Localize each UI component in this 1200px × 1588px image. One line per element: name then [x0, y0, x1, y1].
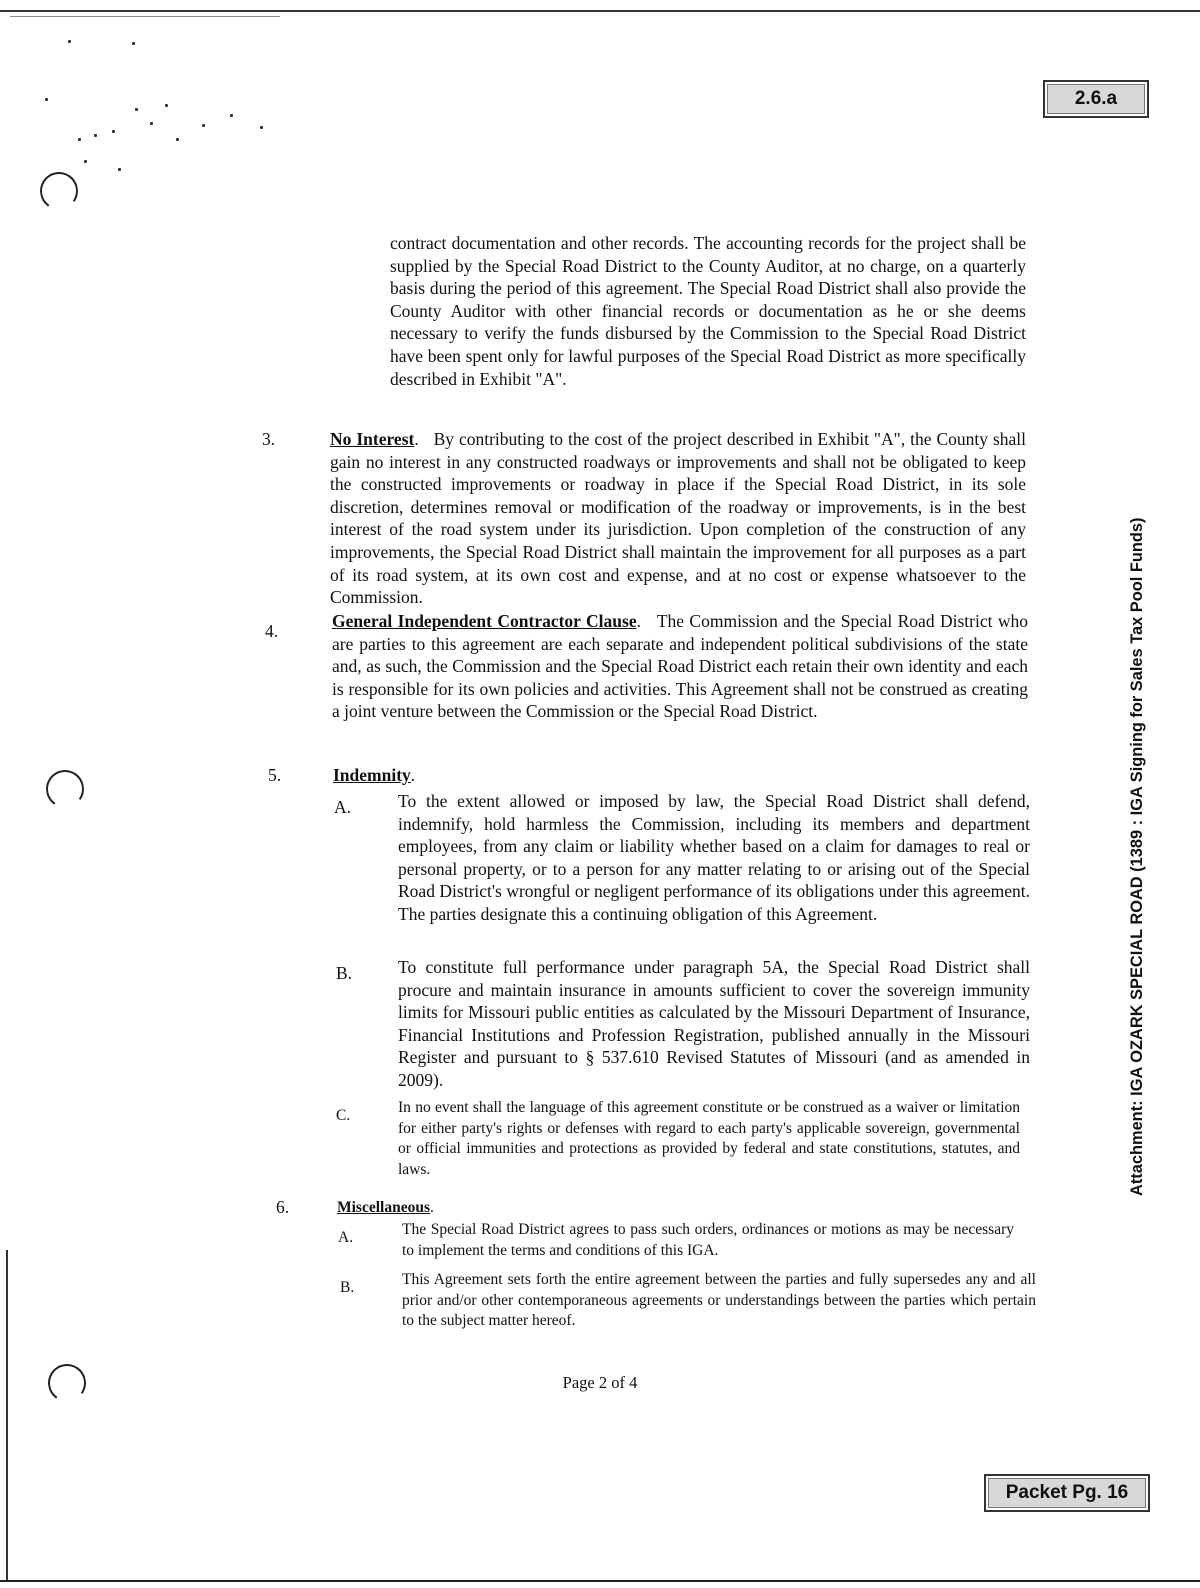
- scan-speck: [135, 108, 138, 111]
- packet-page-stamp: Packet Pg. 16: [984, 1474, 1150, 1512]
- scan-speck: [260, 126, 263, 129]
- scan-speck: [176, 138, 179, 141]
- scan-speck: [112, 130, 115, 133]
- page-number-footer: Page 2 of 4: [562, 1373, 638, 1392]
- item-5c-text: In no event shall the language of this agreement constitute or be construed as a waiver or limitation for either party's rights or defenses with regard to each party's applicable sovereign, governmental or official immunities and protections as provided by federal and state constitutions, statutes, and laws.: [398, 1099, 1020, 1178]
- item-5b-letter: B.: [336, 963, 353, 983]
- section-3-heading: No Interest: [330, 429, 415, 449]
- scan-edge-bottom: [0, 1580, 1200, 1582]
- section-4-body: The Commission and the Special Road District who are parties to this agreement are each separate and independent political subdivisions of the state and, as such, the Commission and the Special Road District each retain their own identity and each is responsible for its own policies and activities. This Agreement shall not be construed as creating a joint venture between the Commission or the Special Road District.: [332, 611, 1028, 722]
- section-4-paragraph: [332, 610, 1028, 723]
- punch-hole-top: [37, 169, 81, 213]
- scan-speck: [132, 42, 135, 45]
- item-6b-text: This Agreement sets forth the entire agreement between the parties and fully supersedes any and all prior and/or other contemporaneous agreements or understandings between the parties which pertain to the subject matter hereof.: [402, 1271, 1036, 1329]
- agenda-item-stamp: 2.6.a: [1043, 80, 1149, 118]
- scan-speck: [84, 160, 87, 163]
- scan-speck: [78, 138, 81, 141]
- section-4-heading-suffix: .: [636, 611, 641, 631]
- section-6-heading: Miscellaneous: [337, 1199, 430, 1216]
- item-6a-letter: A.: [338, 1229, 354, 1246]
- item-5a-text: To the extent allowed or imposed by law, the Special Road District shall defend, indemnify, hold harmless the Commission, including its members and department employees, from any claim or liability whether based on a claim for damages to real or personal property, or to a person for any matter relating to or arising out of the Special Road District's wrongful or negligent performance of its obligations under this agreement. The parties designate this a continuing obligation of this Agreement.: [398, 791, 1030, 924]
- section-6-heading-suffix: .: [430, 1199, 434, 1216]
- item-5a-letter: A.: [334, 797, 352, 817]
- scan-speck: [118, 168, 121, 171]
- section-3-heading-suffix: .: [414, 429, 419, 449]
- section-5-heading-line: [333, 764, 633, 787]
- section-5-heading: Indemnity: [333, 765, 411, 785]
- section-3-paragraph: [330, 428, 1026, 609]
- scan-speck: [94, 134, 97, 137]
- scan-edge-top-secondary: [10, 16, 280, 17]
- item-6a-text: The Special Road District agrees to pass such orders, ordinances or motions as may be necessary to implement the terms and conditions of this IGA.: [402, 1221, 1014, 1259]
- item-5b-text: To constitute full performance under paragraph 5A, the Special Road District shall procure and maintain insurance in amounts sufficient to cover the sovereign immunity limits for Missouri public entities as calculated by the Missouri Department of Insurance, Financial Institutions and Profession Registration, published annually in the Missouri Register and pursuant to § 537.610 Revised Statutes of Missouri (and as amended in 2009).: [398, 957, 1030, 1090]
- section-4-number: 4.: [265, 621, 279, 641]
- scan-edge-left: [6, 1250, 8, 1580]
- section-6-number: 6.: [276, 1197, 290, 1217]
- section-3-number: 3.: [262, 429, 276, 449]
- punch-hole-middle: [43, 767, 87, 811]
- scan-speck: [230, 114, 233, 117]
- scan-speck: [150, 122, 153, 125]
- scan-speck: [45, 98, 48, 101]
- section-5-number: 5.: [268, 765, 282, 785]
- item-6b-letter: B.: [340, 1279, 355, 1296]
- scan-edge-top: [0, 10, 1200, 12]
- intro-paragraph: contract documentation and other records. The accounting records for the project shall be supplied by the Special Road District to the County Auditor, at no charge, on a quarterly basis during the period of this agreement. The Special Road District shall also provide the County Auditor with other financial records or documentation as he or she deems necessary to verify the funds disbursed by the Commission to the Special Road District have been spent only for lawful purposes of the Special Road District as more specifically described in Exhibit "A".: [390, 233, 1026, 389]
- section-5-heading-suffix: .: [410, 765, 416, 785]
- scan-speck: [202, 124, 205, 127]
- item-5c-letter: C.: [336, 1107, 351, 1124]
- section-4-heading: General Independent Contractor Clause: [332, 611, 637, 631]
- attachment-side-label: Attachment: IGA OZARK SPECIAL ROAD (1389 : IGA Signing for Sales Tax Pool Funds): [1128, 517, 1146, 1196]
- section-6-heading-line: [337, 1198, 637, 1219]
- section-3-body: By contributing to the cost of the project described in Exhibit "A", the County shall gain no interest in any constructed roadways or improvements and shall not be obligated to keep the constructed improvements or roadway in place if the Special Road District, in its sole discretion, determines removal or modification of the roadway or improvements, is in the best interest of the road system under its jurisdiction. Upon completion of the construction of any improvements, the Special Road District shall maintain the improvement for all purposes as a part of its road system, at its own cost and expense, and at no cost or expense whatsoever to the Commission.: [330, 429, 1027, 608]
- scan-speck: [68, 40, 71, 43]
- scan-speck: [165, 104, 168, 107]
